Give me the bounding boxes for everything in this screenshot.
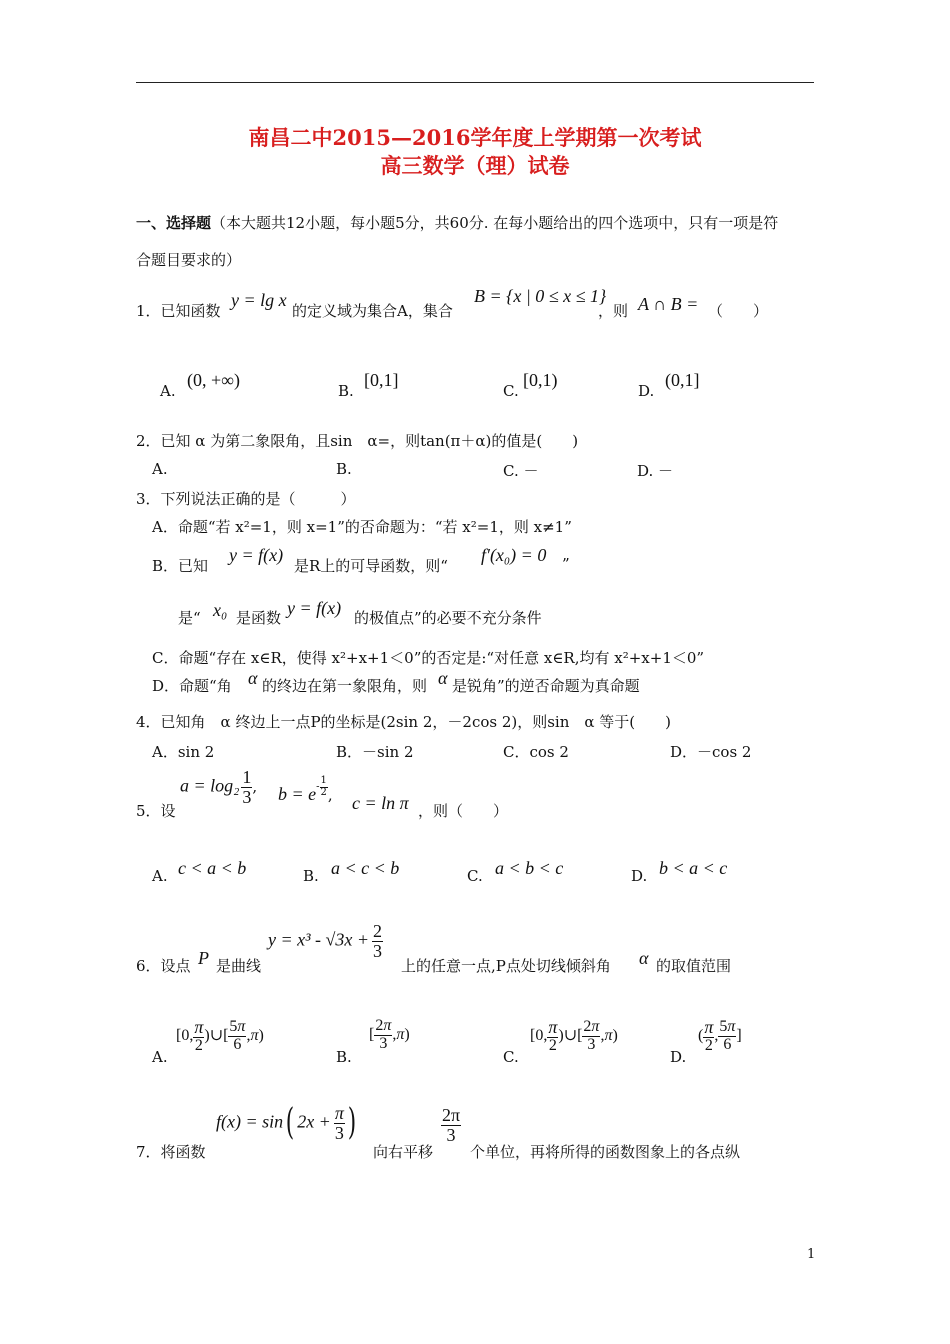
q1-option-b-label: B. bbox=[338, 382, 354, 400]
q6-curve-fraction bbox=[372, 922, 383, 961]
exam-title: 南昌二中2015—2016学年度上学期第一次考试 bbox=[248, 125, 702, 150]
question-5-text-1: 5．设 bbox=[136, 802, 176, 820]
q6-option-c-label: C. bbox=[503, 1048, 519, 1066]
q5-option-a-label: A. bbox=[152, 867, 168, 885]
q3-option-c: C．命题“存在 x∈R，使得 x²+x+1＜0”的否定是:“对任意 x∈R,均有 x²+x+1＜0” bbox=[152, 649, 705, 667]
q6-option-a-label: A. bbox=[152, 1048, 168, 1066]
question-4-stem: 4．已知角 α 终边上一点P的坐标是(2sin 2，－2cos 2)，则sin α 等于( ) bbox=[136, 713, 671, 731]
q1-option-d-value: (0,1] bbox=[665, 370, 700, 390]
q6-curve-expression: y = x³ - √3x + bbox=[268, 929, 370, 950]
q4-option-d: D．－cos 2 bbox=[670, 743, 752, 761]
exam-subtitle: 高三数学（理）试卷 bbox=[380, 153, 570, 178]
q1-option-a-label: A. bbox=[160, 382, 176, 400]
q5-b-exp-denominator: 2 bbox=[320, 786, 327, 798]
q3-option-d-text-1: D．命题“角 bbox=[152, 677, 232, 695]
q2-option-d: D. － bbox=[637, 462, 674, 480]
q6-curve bbox=[268, 922, 383, 961]
q7-argument-fraction bbox=[334, 1104, 345, 1143]
q3-option-d-alpha-2: α bbox=[438, 668, 448, 688]
header-rule bbox=[136, 82, 814, 83]
question-3-stem: 3．下列说法正确的是（ ） bbox=[136, 490, 356, 508]
q5-b-base: b = e bbox=[278, 784, 317, 804]
q2-option-a: A. bbox=[152, 460, 168, 478]
question-7-text-1: 7．将函数 bbox=[136, 1143, 206, 1161]
q7-function-head: f(x) = sin bbox=[216, 1111, 284, 1132]
q1-option-c-value: [0,1) bbox=[523, 370, 558, 390]
q7-arg-numerator: π bbox=[334, 1103, 344, 1123]
q1-option-d-label: D. bbox=[638, 382, 655, 400]
q4-option-a: A．sin 2 bbox=[152, 743, 215, 761]
q3-option-b-text-3: ” bbox=[562, 555, 570, 573]
q1-answer-paren: （ ） bbox=[708, 302, 769, 320]
q6-option-b-label: B. bbox=[336, 1048, 352, 1066]
q1-option-a-value: (0, +∞) bbox=[187, 370, 240, 390]
q7-text-3: 个单位，再将所得的函数图象上的各点纵 bbox=[470, 1143, 741, 1161]
q1-text-1: 1．已知函数 bbox=[136, 302, 221, 320]
q2-option-b: B. bbox=[336, 460, 352, 478]
q6-option-d-label: D. bbox=[670, 1048, 687, 1066]
q6-alpha: α bbox=[639, 948, 649, 968]
q5-a-log: a = log₂ bbox=[180, 775, 240, 796]
q5-option-c-label: C. bbox=[467, 867, 483, 885]
q1-set-b: B = {x | 0 ≤ x ≤ 1} bbox=[474, 286, 607, 306]
q3-option-b-text-1: B．已知 bbox=[152, 557, 209, 575]
q2-option-c: C. － bbox=[503, 462, 539, 480]
question-2-stem: 2．已知 α 为第二象限角，且sin α=，则tan(π＋α)的值是( ) bbox=[136, 432, 579, 450]
q5-option-b-label: B. bbox=[303, 867, 319, 885]
q1-option-c-label: C. bbox=[503, 382, 519, 400]
q7-shift-denominator: 3 bbox=[446, 1124, 456, 1145]
q5-a-numerator: 1 bbox=[242, 767, 252, 787]
q6-text-2: 是曲线 bbox=[216, 957, 262, 975]
q7-argument: 2x + bbox=[297, 1111, 331, 1132]
q6-text-3: 上的任意一点,P点处切线倾斜角 bbox=[401, 957, 611, 975]
q3-option-b-condition: f′(x₀) = 0 bbox=[481, 545, 547, 565]
question-1-stem bbox=[136, 300, 221, 321]
q5-option-c-value: a < b < c bbox=[495, 858, 564, 878]
q7-shift-numerator: 2π bbox=[442, 1105, 461, 1125]
q3-option-b-x0: x₀ bbox=[213, 600, 228, 620]
q3-option-d-text-2: 的终边在第一象限角，则 bbox=[262, 677, 428, 695]
q5-option-b-value: a < c < b bbox=[331, 858, 400, 878]
section-instruction-line2: 合题目要求的） bbox=[136, 251, 242, 269]
q3-option-b-line2-text-2: 是函数 bbox=[236, 609, 282, 627]
q1-text-3: ，则 bbox=[598, 302, 629, 320]
q7-shift-fraction bbox=[441, 1106, 461, 1145]
q6-option-d-interval: ( $\frac{\pi}{2}$ , $\frac{5\pi}{6}$ ] bbox=[698, 1017, 742, 1054]
q6-option-b-interval: [ $\frac{2\pi}{3}$ ,π) bbox=[369, 1017, 410, 1052]
q6-option-a-interval: [0, $\frac{\pi}{2}$ )∪[ $\frac{5\pi}{6}$ ,π) bbox=[176, 1017, 264, 1054]
q1-option-b-value: [0,1] bbox=[364, 370, 399, 390]
page-number: 1 bbox=[807, 1247, 816, 1262]
q5-option-d-label: D. bbox=[631, 867, 648, 885]
q5-b-exp-numerator: 1 bbox=[320, 775, 327, 786]
q7-function: f(x) = sin( 2x + $\frac{\pi}{3}$ ) bbox=[216, 1102, 357, 1144]
q6-curve-denominator: 3 bbox=[373, 940, 383, 961]
q1-intersection: A ∩ B = bbox=[638, 294, 699, 314]
q3-option-b-line2-text-3: 的极值点”的必要不充分条件 bbox=[354, 609, 542, 627]
q6-text-4: 的取值范围 bbox=[656, 957, 732, 975]
q6-point-p: P bbox=[198, 948, 209, 968]
q6-curve-numerator: 2 bbox=[373, 921, 383, 941]
q5-c-expression: c = ln π bbox=[352, 793, 409, 813]
q4-option-b: B．－sin 2 bbox=[336, 743, 414, 761]
q5-a-fraction bbox=[241, 768, 252, 807]
q5-b-expression: b = e- $\frac{1}{2}$ , bbox=[278, 775, 333, 804]
q1-text-2: 的定义域为集合A，集合 bbox=[292, 302, 453, 320]
q7-arg-denominator: 3 bbox=[334, 1122, 344, 1143]
q5-a-expression: a = log₂ $\frac{1}{3}$ , bbox=[180, 767, 258, 807]
q5-b-exponent: - $\frac{1}{2}$ bbox=[316, 775, 327, 798]
q5-option-a-value: c < a < b bbox=[178, 858, 247, 878]
q3-option-b-text-2: 是R上的可导函数，则“ bbox=[294, 557, 448, 575]
q3-option-d-text-3: 是锐角”的逆否命题为真命题 bbox=[452, 677, 640, 695]
section-instruction-text: （本大题共12小题，每小题5分，共60分. 在每小题给出的四个选项中，只有一项是符 bbox=[211, 214, 779, 232]
q5-option-d-value: b < a < c bbox=[659, 858, 728, 878]
q3-option-b-line2-text-1: 是“ bbox=[178, 609, 201, 627]
q3-option-d-alpha: α bbox=[248, 668, 258, 688]
q5-text-2: ，则（ ） bbox=[418, 802, 509, 820]
q3-option-a: A．命题“若 x²=1，则 x=1”的否命题为：“若 x²=1，则 x≠1” bbox=[152, 518, 572, 536]
q6-option-c-interval: [0, $\frac{\pi}{2}$ )∪[ $\frac{2\pi}{3}$ ,π) bbox=[530, 1017, 618, 1054]
q3-option-b-function: y = f(x) bbox=[229, 545, 284, 565]
section-instruction-line1 bbox=[136, 212, 778, 233]
q4-option-c: C．cos 2 bbox=[503, 743, 569, 761]
section-heading: 一、选择题 bbox=[136, 214, 212, 232]
q3-option-b-line2-function: y = f(x) bbox=[287, 598, 342, 618]
q1-function: y = lg x bbox=[231, 290, 287, 310]
q7-text-2: 向右平移 bbox=[373, 1143, 434, 1161]
q5-a-denominator: 3 bbox=[242, 786, 252, 807]
question-6-text-1: 6．设点 bbox=[136, 957, 191, 975]
